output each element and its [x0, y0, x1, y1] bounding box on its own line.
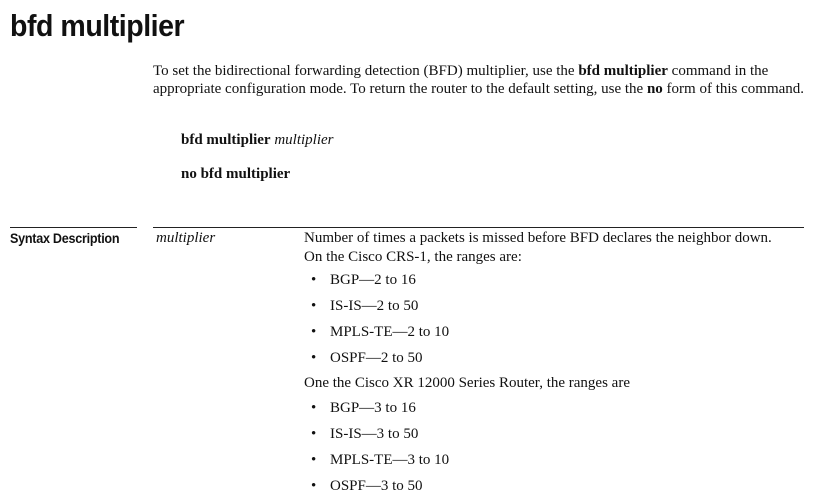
bullet-icon: • [311, 324, 317, 340]
parameter-description [304, 229, 809, 499]
list-item [304, 421, 809, 447]
bullet-icon: • [311, 350, 317, 366]
list-item [304, 267, 809, 293]
no-form-syntax: no bfd multiplier [181, 166, 291, 182]
description-line-2: On the Cisco CRS-1, the ranges are: [304, 249, 522, 265]
range-text: MPLS-TE—2 to 10 [330, 324, 450, 340]
bullet-icon: • [311, 400, 317, 416]
range-text: OSPF—3 to 50 [330, 478, 423, 494]
bullet-icon: • [311, 478, 317, 494]
range-text: BGP—2 to 16 [330, 272, 416, 288]
section-divider-left [10, 227, 137, 228]
bullet-icon: • [311, 272, 317, 288]
syntax-command: bfd multiplier [181, 132, 271, 148]
intro-text-3: form of this command. [662, 81, 805, 97]
syntax-description-heading: Syntax Description [10, 230, 120, 246]
range-text: IS-IS—3 to 50 [330, 426, 419, 442]
intro-command-name: bfd multiplier [578, 63, 668, 79]
range-text: IS-IS—2 to 50 [330, 298, 419, 314]
range-text: BGP—3 to 16 [330, 400, 416, 416]
intro-text-1: To set the bidirectional forwarding detection (BFD) multiplier, use the [153, 63, 579, 79]
list-item [304, 447, 809, 473]
parameter-name: multiplier [156, 230, 216, 246]
section-divider-right [153, 227, 804, 228]
command-syntax [181, 131, 334, 149]
range-text: OSPF—2 to 50 [330, 350, 423, 366]
list-item [304, 395, 809, 421]
intro-no-keyword: no [646, 81, 663, 97]
list-item [304, 293, 809, 319]
description-line-1: Number of times a packets is missed before BFD declares the neighbor down. [304, 230, 772, 246]
page-title: bfd multiplier [10, 8, 185, 43]
xr12000-range-list [304, 395, 809, 499]
bullet-icon: • [311, 452, 317, 468]
list-item [304, 319, 809, 345]
crs1-range-list [304, 267, 809, 371]
list-item [304, 345, 809, 371]
bullet-icon: • [311, 426, 317, 442]
xr12000-intro: One the Cisco XR 12000 Series Router, the ranges are [304, 375, 630, 391]
range-text: MPLS-TE—3 to 10 [330, 452, 450, 468]
syntax-argument: multiplier [274, 132, 334, 148]
command-introduction [153, 62, 818, 98]
list-item [304, 473, 809, 499]
bullet-icon: • [311, 298, 317, 314]
intro-text-2: command in the appropriate configuration mode. To return the router to the default setting, use the [153, 63, 769, 97]
